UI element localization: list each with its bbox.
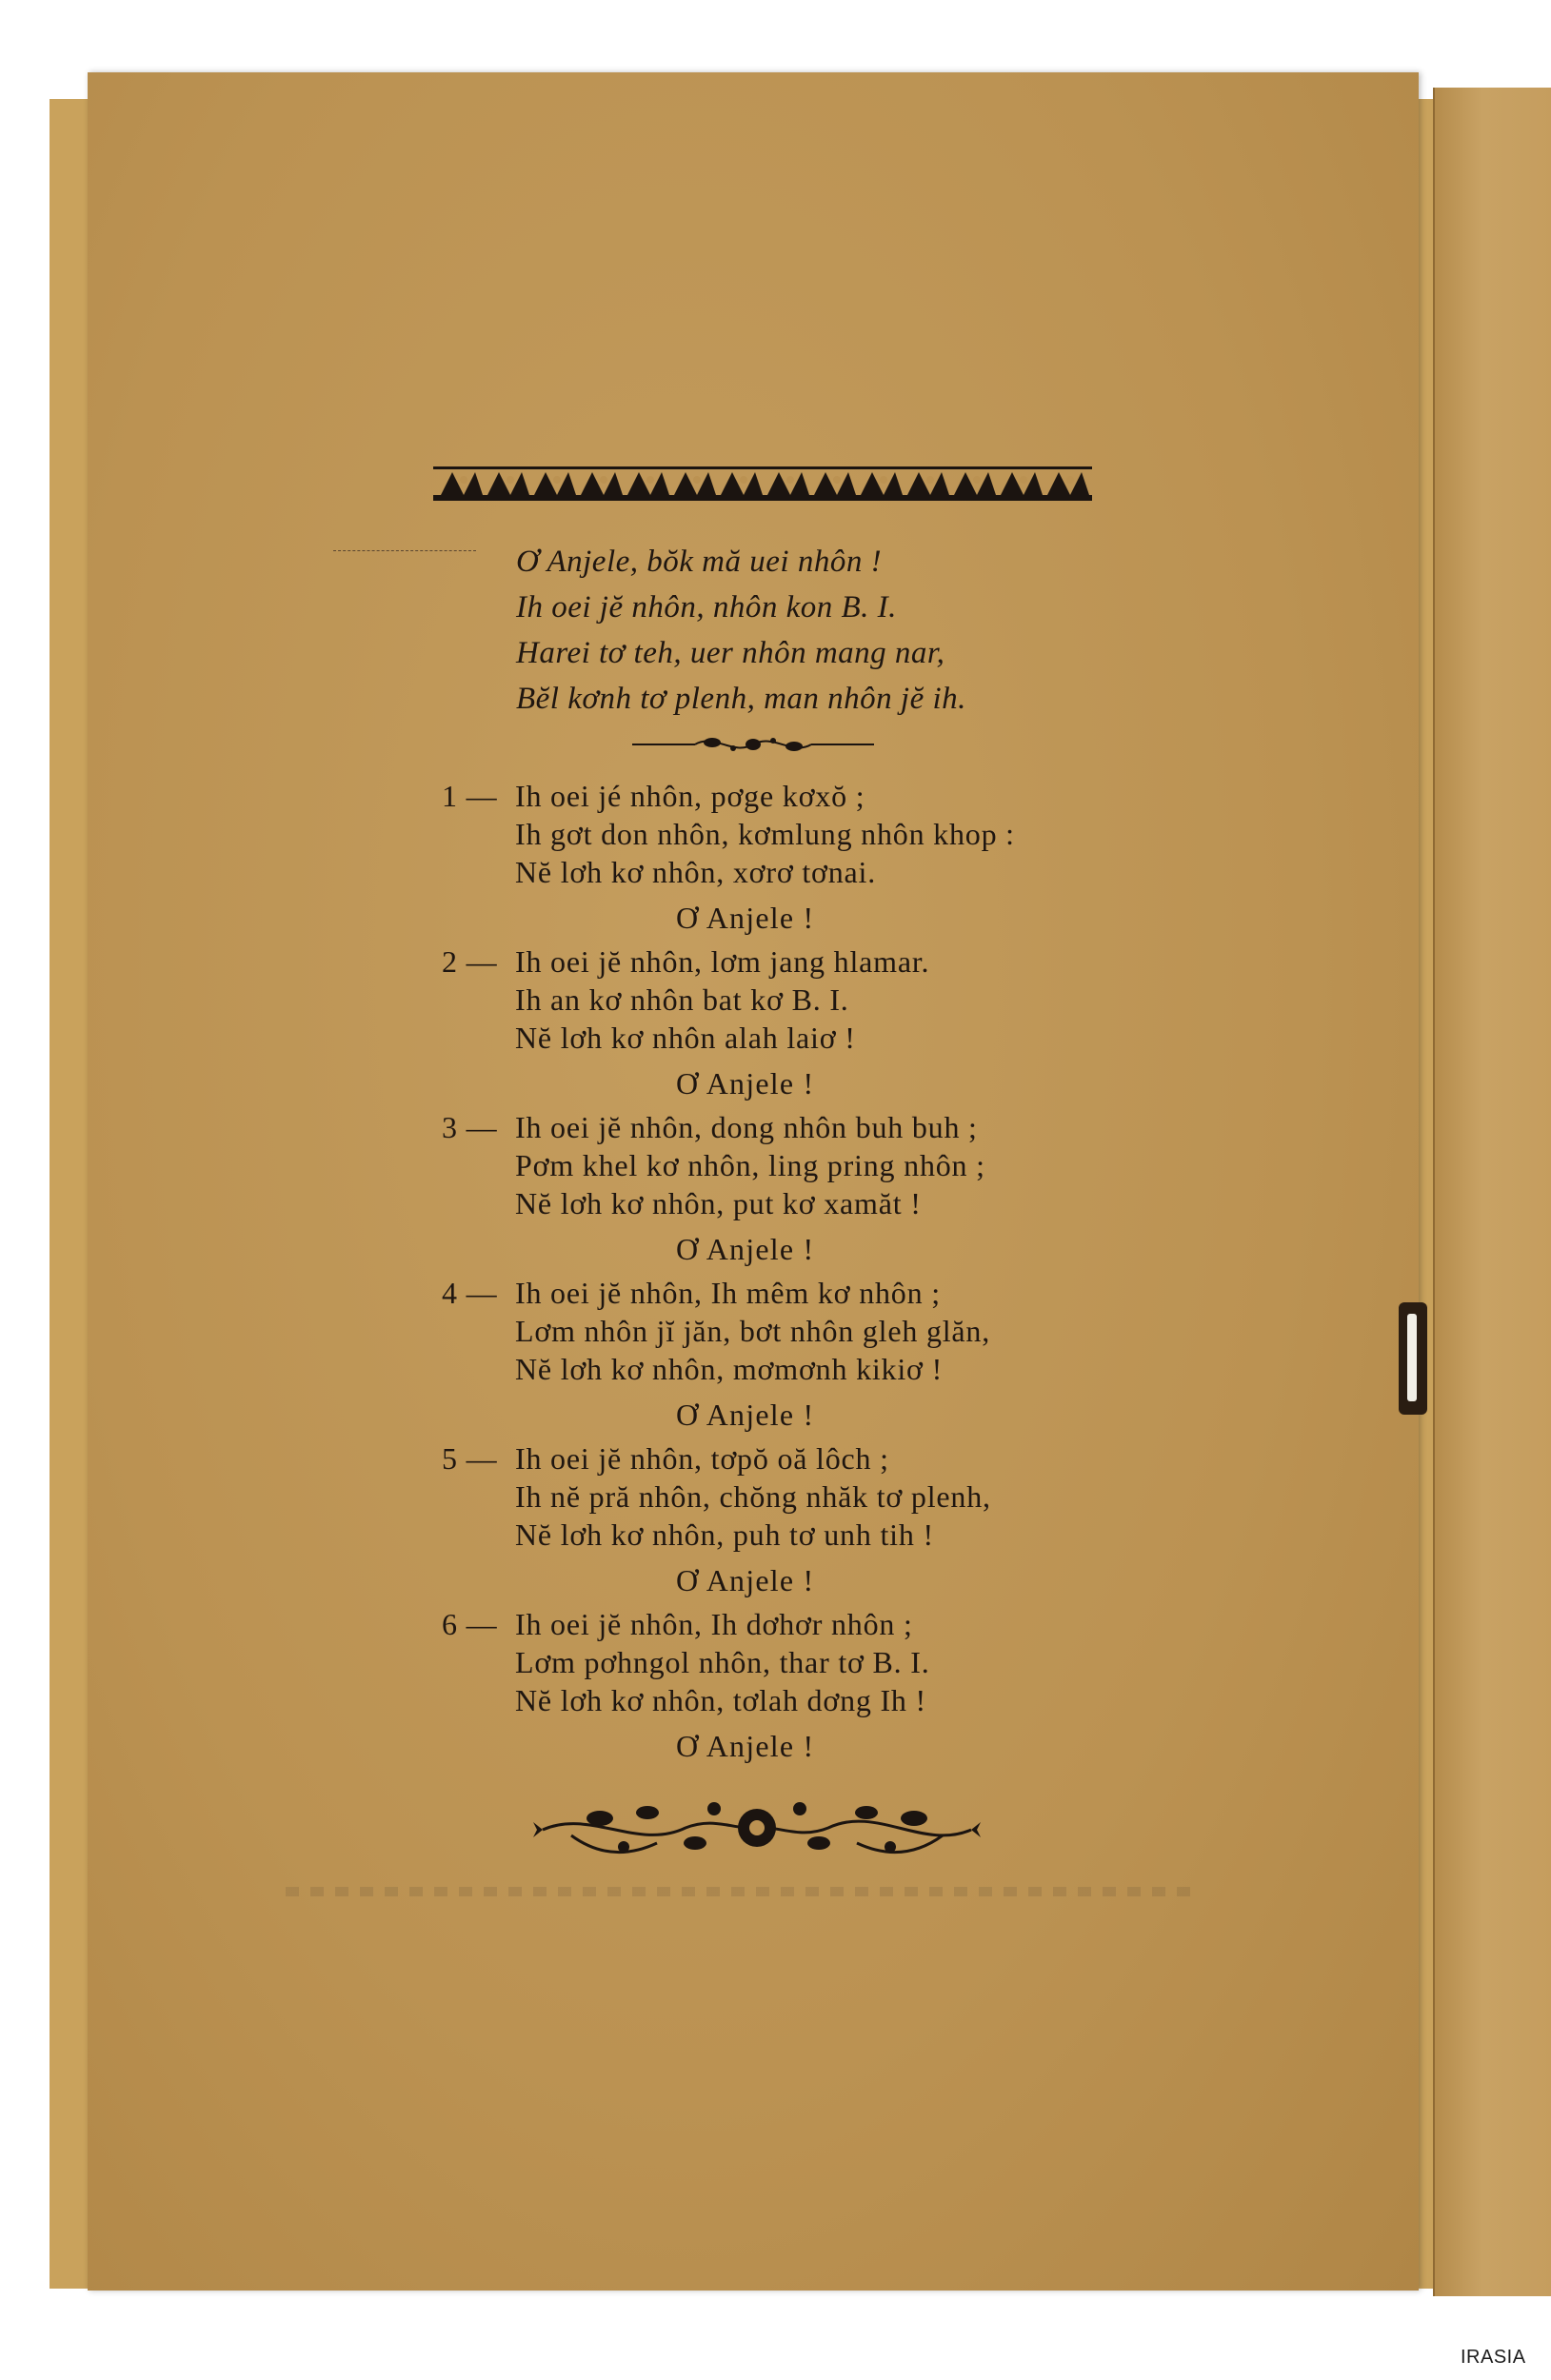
- stanza-2-line-2: Ih an kơ nhôn bat kơ B. I.: [515, 982, 849, 1017]
- ornament-motif: [814, 472, 856, 495]
- adjacent-page: [1433, 88, 1551, 2296]
- ornament-dot: [926, 476, 934, 484]
- stanza-3-refrain: Ơ Anjele !: [676, 1232, 815, 1266]
- stanza-6-refrain: Ơ Anjele !: [676, 1729, 815, 1763]
- stanza-3-line-3: Nĕ lơh kơ nhôn, put kơ xamăt !: [515, 1186, 922, 1220]
- intro-line-1: Ơ Anjele, bŏk mă uei nhôn !: [516, 545, 883, 579]
- stanza-4-refrain: Ơ Anjele !: [676, 1398, 815, 1432]
- stanza-4-line-3: Nĕ lơh kơ nhôn, mơmơnh kikiơ !: [515, 1352, 944, 1386]
- ornament-motif: [1047, 472, 1089, 495]
- ornament-motif: [721, 472, 763, 495]
- ornament-dot: [553, 476, 561, 484]
- stanza-1-number: 1 —: [442, 779, 498, 813]
- ornament-motif: [861, 472, 903, 495]
- stanza-1-line-3: Nĕ lơh kơ nhôn, xơrơ tơnai.: [515, 855, 877, 889]
- ornament-dot: [880, 476, 887, 484]
- ornament-motif: [767, 472, 809, 495]
- stanza-2-line-1: Ih oei jĕ nhôn, lơm jang hlamar.: [515, 944, 930, 979]
- stanza-6-line-1: Ih oei jĕ nhôn, Ih dơhơr nhôn ;: [515, 1607, 913, 1641]
- ornament-dot: [646, 476, 654, 484]
- stanza-6-line-2: Lơm pơhngol nhôn, thar tơ B. I.: [515, 1645, 930, 1679]
- intro-line-2: Ih oei jĕ nhôn, nhôn kon B. I.: [516, 590, 897, 625]
- ornament-motif: [907, 472, 949, 495]
- dashed-rule: [333, 550, 476, 551]
- ornament-dot: [600, 476, 607, 484]
- stanza-3-number: 3 —: [442, 1110, 498, 1144]
- stanza-4-line-1: Ih oei jĕ nhôn, Ih mêm kơ nhôn ;: [515, 1276, 941, 1310]
- ornament-motif: [581, 472, 623, 495]
- stanza-3-line-2: Pơm khel kơ nhôn, ling pring nhôn ;: [515, 1148, 985, 1182]
- ornament-dot: [1020, 476, 1027, 484]
- floral-ornament: [533, 1790, 981, 1866]
- stanza-1-refrain: Ơ Anjele !: [676, 901, 815, 935]
- stanza-3-line-1: Ih oei jĕ nhôn, dong nhôn buh buh ;: [515, 1110, 978, 1144]
- ornament-motif: [441, 472, 483, 495]
- stanza-2-refrain: Ơ Anjele !: [676, 1066, 815, 1101]
- binding-staple: [1399, 1302, 1427, 1415]
- ornament-dot: [1066, 476, 1074, 484]
- stanza-2-number: 2 —: [442, 944, 498, 979]
- stanza-5-line-1: Ih oei jĕ nhôn, tơpŏ oă lôch ;: [515, 1441, 889, 1476]
- ornament-dot: [507, 476, 514, 484]
- ornament-dot: [740, 476, 747, 484]
- stanza-6-line-3: Nĕ lơh kơ nhôn, tơlah dơng Ih !: [515, 1683, 926, 1717]
- stanza-5-line-2: Ih nĕ pră nhôn, chŏng nhăk tơ plenh,: [515, 1479, 991, 1514]
- watermark-label: IRASIA: [1461, 2347, 1526, 2368]
- ornament-motif: [1001, 472, 1043, 495]
- stanza-5-line-3: Nĕ lơh kơ nhôn, puh tơ unh tih !: [515, 1517, 934, 1552]
- small-vine-ornament: [628, 731, 878, 758]
- intro-line-4: Bĕl kơnh tơ plenh, man nhôn jĕ ih.: [516, 682, 966, 716]
- stanza-4-line-2: Lơm nhôn jĭ jăn, bơt nhôn gleh glăn,: [515, 1314, 991, 1348]
- ornament-dot: [693, 476, 701, 484]
- stanza-1-line-2: Ih gơt don nhôn, kơmlung nhôn khop :: [515, 817, 1015, 851]
- stanza-5-refrain: Ơ Anjele !: [676, 1563, 815, 1597]
- ornament-dot: [460, 476, 467, 484]
- ornament-motif: [487, 472, 529, 495]
- ornament-motif: [534, 472, 576, 495]
- stanza-4-number: 4 —: [442, 1276, 498, 1310]
- ornament-motif: [674, 472, 716, 495]
- stanza-2-line-3: Nĕ lơh kơ nhôn alah laiơ !: [515, 1021, 856, 1055]
- stanza-1-line-1: Ih oei jé nhôn, pơge kơxŏ ;: [515, 779, 865, 813]
- ornament-dot: [973, 476, 981, 484]
- ornament-dot: [833, 476, 841, 484]
- intro-line-3: Harei tơ teh, uer nhôn mang nar,: [516, 636, 945, 670]
- top-ornament-border: [429, 457, 1096, 512]
- stanza-6-number: 6 —: [442, 1607, 498, 1641]
- faint-offset-print: [286, 1887, 1200, 1896]
- ornament-motif: [954, 472, 996, 495]
- ornament-motif: [627, 472, 669, 495]
- stanza-5-number: 5 —: [442, 1441, 498, 1476]
- ornament-dot: [786, 476, 794, 484]
